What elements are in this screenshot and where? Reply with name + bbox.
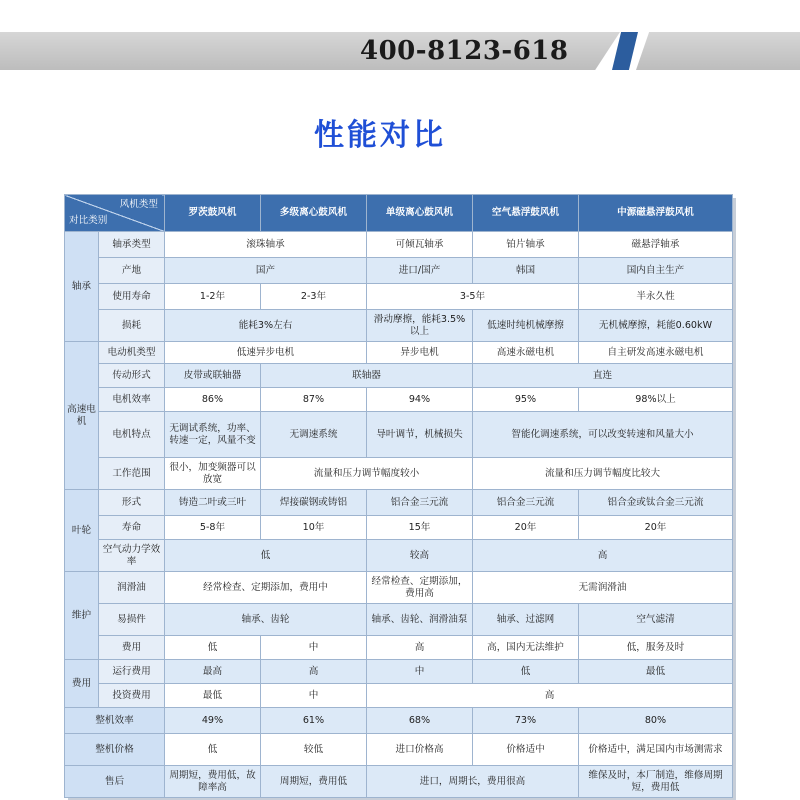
table-cell: 高 [367,636,473,660]
table-cell: 滑动摩擦，能耗3.5%以上 [367,310,473,342]
table-cell: 能耗3%左右 [165,310,367,342]
row-label: 整机价格 [65,734,165,766]
group-label-impeller: 叶轮 [65,490,99,572]
table-cell: 68% [367,708,473,734]
table-row [65,660,733,684]
table-cell: 联轴器 [261,364,473,388]
header-category: 对比类别 [69,215,108,226]
table-cell: 73% [473,708,579,734]
row-label: 传动形式 [99,364,165,388]
column-header: 中源磁悬浮鼓风机 [579,195,733,232]
table-cell: 最低 [165,684,261,708]
comparison-table [64,194,732,798]
group-label-maintenance: 维护 [65,572,99,660]
table-row [65,766,733,798]
table-row [65,258,733,284]
row-label: 空气动力学效率 [99,540,165,572]
table-row [65,540,733,572]
table-cell: 轴承、齿轮、润滑油泵 [367,604,473,636]
table-header-row [65,195,733,232]
row-label: 损耗 [99,310,165,342]
table-cell: 1-2年 [165,284,261,310]
table-cell: 铝合金或钛合金三元流 [579,490,733,516]
table-cell: 磁悬浮轴承 [579,232,733,258]
table-cell: 经常检查、定期添加，费用中 [165,572,367,604]
table-cell: 低 [165,540,367,572]
table-cell: 中 [261,684,367,708]
table-cell: 无需润滑油 [473,572,733,604]
group-label-bearing: 轴承 [65,232,99,342]
table-cell: 很小，加变频器可以放宽 [165,458,261,490]
table-row [65,516,733,540]
table-row [65,232,733,258]
table-row [65,604,733,636]
table-cell: 20年 [579,516,733,540]
table-cell: 焊接碳钢或铸铝 [261,490,367,516]
table-row [65,342,733,364]
row-label: 易损件 [99,604,165,636]
table-cell: 无调速系统 [261,412,367,458]
banner-stripe-right [636,32,800,70]
table-row [65,284,733,310]
table-row [65,458,733,490]
table-cell: 流量和压力调节幅度较小 [261,458,473,490]
table-cell: 国产 [165,258,367,284]
table-row [65,412,733,458]
row-label: 售后 [65,766,165,798]
table-row [65,364,733,388]
table-cell: 无机械摩擦，耗能0.60kW [579,310,733,342]
table-cell: 价格适中 [473,734,579,766]
page-title: 性能对比 [314,118,446,153]
table-cell: 维保及时，本厂制造，维修周期短，费用低 [579,766,733,798]
table-cell: 最低 [579,660,733,684]
header-machine-type: 风机类型 [119,199,158,210]
column-header: 多级离心鼓风机 [261,195,367,232]
table-cell: 80% [579,708,733,734]
table-row [65,310,733,342]
table-cell: 轴承、过滤网 [473,604,579,636]
table-cell: 98%以上 [579,388,733,412]
row-label: 运行费用 [99,660,165,684]
row-label: 使用寿命 [99,284,165,310]
row-label: 投资费用 [99,684,165,708]
table-cell: 价格适中，满足国内市场测需求 [579,734,733,766]
table-cell: 铝合金三元流 [473,490,579,516]
table-cell: 进口价格高 [367,734,473,766]
table-cell: 半永久性 [579,284,733,310]
table-row [65,636,733,660]
column-header: 空气悬浮鼓风机 [473,195,579,232]
table-cell: 铸造二叶或三叶 [165,490,261,516]
row-label: 寿命 [99,516,165,540]
table-cell: 95% [473,388,579,412]
table-cell: 皮带或联轴器 [165,364,261,388]
table-cell: 87% [261,388,367,412]
row-label: 形式 [99,490,165,516]
table-cell: 20年 [473,516,579,540]
table-cell: 低 [165,734,261,766]
table-row [65,572,733,604]
table-cell: 高 [261,660,367,684]
row-label: 电机效率 [99,388,165,412]
table-cell: 异步电机 [367,342,473,364]
table-cell: 低速时纯机械摩擦 [473,310,579,342]
table-cell: 高，国内无法维护 [473,636,579,660]
table-cell: 铝合金三元流 [367,490,473,516]
table-cell: 进口/国产 [367,258,473,284]
table-cell: 智能化调速系统，可以改变转速和风量大小 [473,412,733,458]
table-row [65,734,733,766]
table-cell: 可倾瓦轴承 [367,232,473,258]
table-cell: 周期短，费用低 [261,766,367,798]
column-header: 罗茨鼓风机 [165,195,261,232]
table-cell: 高速永磁电机 [473,342,579,364]
table-cell: 15年 [367,516,473,540]
table-cell: 铂片轴承 [473,232,579,258]
table-cell: 49% [165,708,261,734]
table-cell: 5-8年 [165,516,261,540]
table-row [65,684,733,708]
table-cell: 滚珠轴承 [165,232,367,258]
table-cell: 韩国 [473,258,579,284]
table-cell: 高 [473,540,733,572]
table-cell: 直连 [473,364,733,388]
table-cell: 空气滤清 [579,604,733,636]
table-cell: 低速异步电机 [165,342,367,364]
table-cell: 低，服务及时 [579,636,733,660]
table-cell: 中 [367,660,473,684]
table-row [65,490,733,516]
row-label: 工作范围 [99,458,165,490]
table-cell: 61% [261,708,367,734]
phone-number[interactable]: 400-8123-618 [360,36,569,66]
table-cell: 轴承、齿轮 [165,604,367,636]
row-label: 电机特点 [99,412,165,458]
row-label: 费用 [99,636,165,660]
table-cell: 进口，周期长，费用很高 [367,766,579,798]
table-cell: 低 [473,660,579,684]
table-cell: 低 [165,636,261,660]
table-cell: 中 [261,636,367,660]
table-cell: 较高 [367,540,473,572]
row-label: 润滑油 [99,572,165,604]
table-cell: 周期短，费用低，故障率高 [165,766,261,798]
table-cell: 无调试系统，功率、转速一定，风量不变 [165,412,261,458]
phone-banner [0,32,800,70]
row-label: 整机效率 [65,708,165,734]
table-cell: 流量和压力调节幅度比较大 [473,458,733,490]
group-label-motor: 高速电机 [65,342,99,490]
table-cell: 高 [367,684,733,708]
table-cell: 2-3年 [261,284,367,310]
table-cell: 3-5年 [367,284,579,310]
table-cell: 94% [367,388,473,412]
table-cell: 导叶调节，机械损失 [367,412,473,458]
row-label: 轴承类型 [99,232,165,258]
table-row [65,708,733,734]
table-row [65,388,733,412]
table-cell: 较低 [261,734,367,766]
table-cell: 10年 [261,516,367,540]
header-diagonal-cell [65,195,165,232]
table-cell: 自主研发高速永磁电机 [579,342,733,364]
table-cell: 经常检查、定期添加，费用高 [367,572,473,604]
row-label: 电动机类型 [99,342,165,364]
table-cell: 最高 [165,660,261,684]
group-label-cost: 费用 [65,660,99,708]
table-cell: 86% [165,388,261,412]
column-header: 单级离心鼓风机 [367,195,473,232]
row-label: 产地 [99,258,165,284]
table-cell: 国内自主生产 [579,258,733,284]
